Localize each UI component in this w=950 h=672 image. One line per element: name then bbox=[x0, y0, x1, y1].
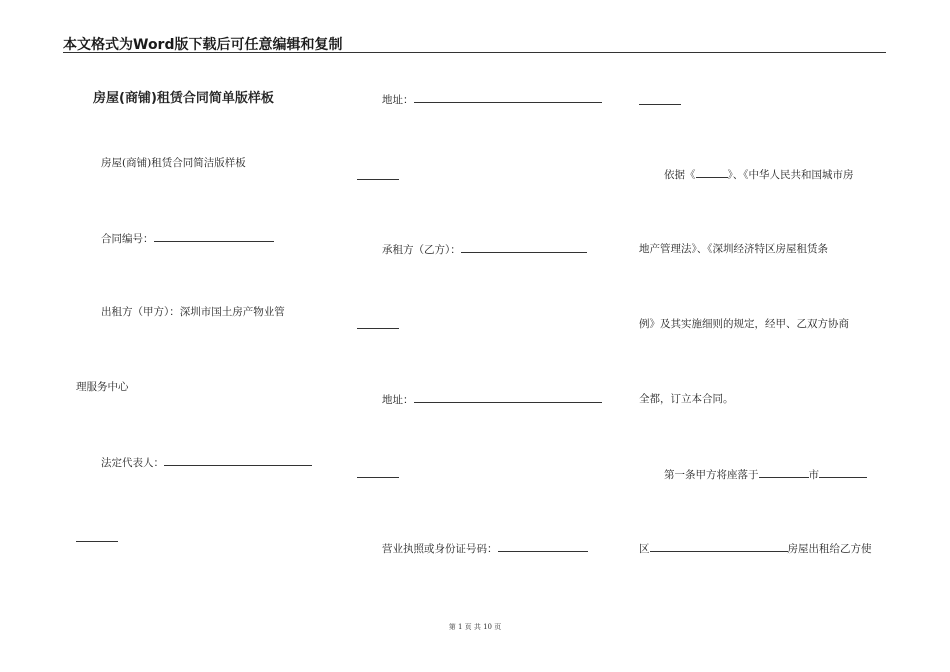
address-blank-1-cont bbox=[357, 179, 399, 180]
article-1-city: 市 bbox=[808, 469, 819, 481]
lessee-blank bbox=[461, 242, 587, 253]
article-1-district-blank bbox=[819, 467, 867, 478]
license-label: 营业执照或身份证号码： bbox=[382, 543, 498, 555]
address-blank-1 bbox=[414, 92, 602, 103]
lessee-blank-cont bbox=[357, 328, 399, 329]
license-line bbox=[382, 541, 588, 556]
license-blank bbox=[498, 541, 588, 552]
article-1-line bbox=[664, 467, 867, 482]
lessee-line bbox=[382, 242, 587, 257]
contract-number-blank bbox=[154, 231, 274, 242]
address-label-1: 地址： bbox=[382, 94, 414, 106]
lessee-label: 承租方（乙方）： bbox=[382, 244, 461, 256]
page-footer: 第 1 页 共 10 页 bbox=[448, 623, 502, 631]
lessor-line-1: 出租方（甲方）：深圳市国土房产物业管 bbox=[101, 306, 285, 318]
basis-line bbox=[664, 167, 854, 182]
address-line-2 bbox=[382, 392, 602, 407]
contract-number-label: 合同编号： bbox=[101, 233, 154, 245]
document-title: 房屋(商铺)租赁合同简单版样板 bbox=[93, 91, 274, 106]
contract-number-line bbox=[101, 231, 274, 246]
legal-rep-blank bbox=[164, 455, 312, 466]
article-1-district: 区 bbox=[639, 543, 650, 555]
basis-prefix: 依据《 bbox=[664, 169, 696, 181]
lessor-line-2: 理服务中心 bbox=[76, 381, 129, 393]
basis-line-3: 例》及其实施细则的规定，经甲、乙双方协商 bbox=[639, 318, 849, 330]
article-1-line-2 bbox=[639, 541, 872, 556]
address-blank-2 bbox=[414, 392, 602, 403]
document-subtitle: 房屋(商铺)租赁合同简洁版样板 bbox=[101, 157, 246, 169]
article-1-suffix: 房屋出租给乙方使 bbox=[787, 543, 872, 555]
basis-line-4: 全都，订立本合同。 bbox=[639, 393, 734, 405]
address-label-2: 地址： bbox=[382, 394, 414, 406]
license-blank-cont bbox=[639, 104, 681, 105]
legal-rep-label: 法定代表人： bbox=[101, 457, 164, 469]
header-divider bbox=[63, 52, 886, 53]
article-1-address-blank bbox=[650, 541, 788, 552]
legal-rep-blank-cont bbox=[76, 541, 118, 542]
address-line-1 bbox=[382, 92, 602, 107]
article-1-prefix: 第一条甲方将座落于 bbox=[664, 469, 759, 481]
legal-rep-line bbox=[101, 455, 312, 470]
article-1-city-blank bbox=[759, 467, 809, 478]
basis-line-2: 地产管理法》、《深圳经济特区房屋租赁条 bbox=[639, 243, 828, 255]
basis-blank bbox=[696, 167, 728, 178]
basis-suffix: 》、《中华人民共和国城市房 bbox=[727, 169, 854, 181]
address-blank-2-cont bbox=[357, 477, 399, 478]
header-title: 本文格式为Word版下载后可任意编辑和复制 bbox=[63, 37, 343, 53]
